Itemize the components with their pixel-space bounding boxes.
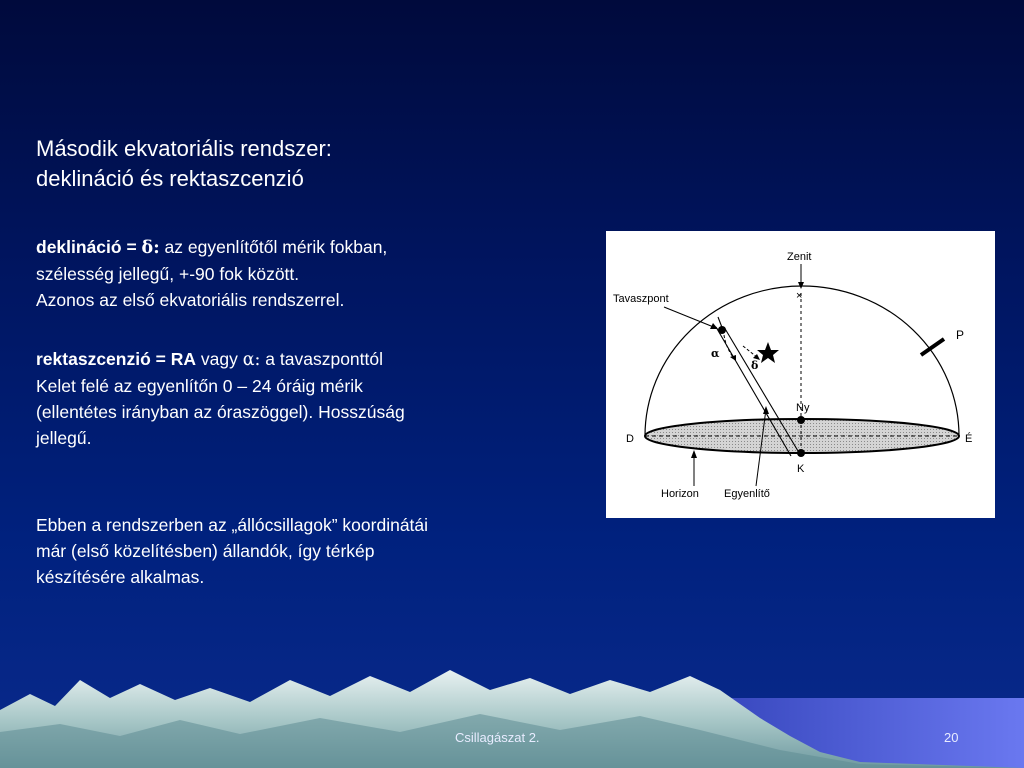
alpha-symbol: α:	[242, 350, 261, 370]
celestial-sphere-diagram	[606, 231, 995, 518]
star-icon	[757, 342, 779, 363]
horizon-arrow-icon	[691, 450, 697, 458]
d-label: D	[626, 433, 634, 445]
note-line-2: már (első közelítésben) állandók, így térkép	[36, 541, 375, 561]
egyenlito-label: Egyenlítő	[724, 488, 770, 500]
note-line-3: készítésére alkalmas.	[36, 567, 205, 587]
ra-text: a tavaszponttól	[260, 349, 383, 369]
zenith-marker-icon: ×	[796, 290, 803, 302]
ra-line-1	[36, 346, 405, 373]
ra-line-4: jellegű.	[36, 428, 92, 448]
mountain-decoration	[0, 640, 1024, 768]
ra-line-2: Kelet felé az egyenlítőn 0 – 24 óráig mérik	[36, 376, 363, 396]
zenit-label: Zenit	[787, 251, 812, 263]
footer-title: Csillagászat 2.	[455, 730, 540, 745]
horizon-label: Horizon	[661, 488, 699, 500]
right-ascension-paragraph	[36, 346, 405, 451]
declination-paragraph	[36, 234, 387, 313]
declination-text: az egyenlítőtől mérik fokban,	[159, 237, 388, 257]
declination-line-3: Azonos az első ekvatoriális rendszerrel.	[36, 290, 345, 310]
title-line-2: deklináció és rektaszcenzió	[36, 166, 304, 191]
west-point-dot	[797, 416, 805, 424]
delta-label: δ	[751, 359, 759, 372]
p-label: P	[956, 328, 965, 342]
k-label: K	[797, 463, 805, 475]
ra-line-3: (ellentétes irányban az óraszöggel). Hosszúság	[36, 402, 405, 422]
declination-line-2: szélesség jellegű, +-90 fok között.	[36, 264, 300, 284]
note-paragraph	[36, 512, 428, 590]
ny-label: Ny	[796, 402, 810, 414]
tavaszpont-pointer	[664, 307, 716, 328]
ra-label: rektaszcenzió = RA	[36, 349, 196, 369]
note-line-1: Ebben a rendszerben az „állócsillagok” koordinátái	[36, 515, 429, 535]
tavaszpont-label: Tavaszpont	[613, 293, 669, 305]
south-point-dot	[797, 449, 805, 457]
ra-vagy: vagy	[196, 349, 243, 369]
alpha-label: α	[711, 347, 720, 360]
title-line-1: Második ekvatoriális rendszer:	[36, 136, 332, 161]
slide-title	[36, 134, 332, 194]
page-number: 20	[944, 730, 959, 745]
delta-symbol: δ:	[141, 238, 160, 258]
declination-line-1	[36, 234, 387, 261]
e-label: É	[965, 433, 973, 445]
vernal-equinox-dot	[718, 326, 726, 334]
declination-label: deklináció =	[36, 237, 142, 257]
